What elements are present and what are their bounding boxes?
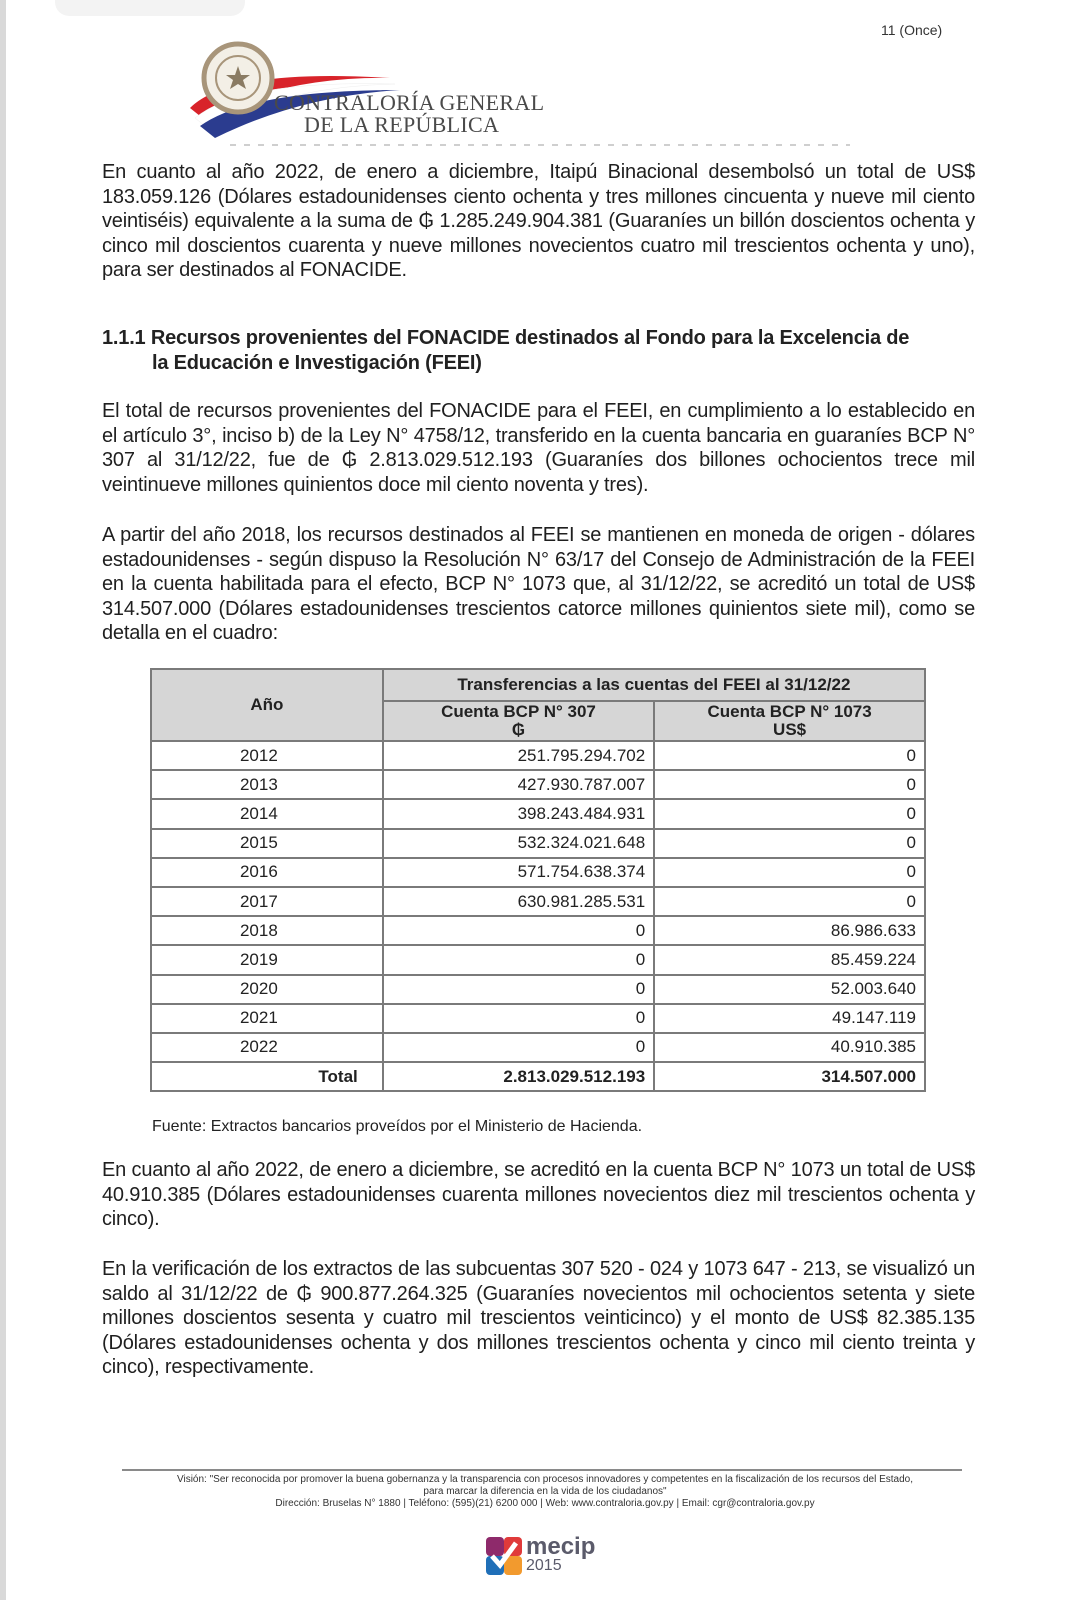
header-account-1073 <box>654 701 925 741</box>
cell-usd: 86.986.633 <box>654 916 925 945</box>
cell-usd: 0 <box>654 887 925 916</box>
cell-usd: 0 <box>654 741 925 770</box>
cell-year: 2015 <box>151 829 383 858</box>
cell-year: 2016 <box>151 858 383 887</box>
cell-total-usd: 314.507.000 <box>654 1062 925 1091</box>
cell-gs: 0 <box>383 1004 654 1033</box>
table-row <box>151 945 925 974</box>
paragraph-subaccounts: En la verificación de los extractos de las subcuentas 307 520 - 024 y 1073 647 - 213, se visualizó un saldo al 31/12/22 de ₲ 900.877.264.325 (Guaraníes novecientos mil ochocientos setenta y siete millones doscientos sesenta y cuatro mil trescientos veinticinco) y el monto de US$ 82.385.135 (Dólares estadounidenses ochenta y dos millones trescientos ochenta y cinco mil ciento treinta y cinco), respectivamente. <box>102 1258 975 1379</box>
cell-usd: 0 <box>654 829 925 858</box>
header-account-1073-unit: US$ <box>773 720 807 739</box>
cell-gs: 630.981.285.531 <box>383 887 654 916</box>
table-row <box>151 799 925 828</box>
mecip-check-icon <box>486 1537 522 1575</box>
cell-usd: 49.147.119 <box>654 1004 925 1033</box>
table-total-row <box>151 1062 925 1091</box>
cell-year: 2018 <box>151 916 383 945</box>
footer-vision-line1: Visión: "Ser reconocida por promover la buena gobernanza y la transparencia con procesos innovadores y competentes en la fiscalización de los recursos del Estado, <box>176 1474 913 1485</box>
cell-usd: 0 <box>654 858 925 887</box>
cell-usd: 52.003.640 <box>654 975 925 1004</box>
header-divider <box>230 144 850 146</box>
table-row <box>151 858 925 887</box>
footer-divider <box>122 1469 962 1471</box>
table-body <box>151 741 925 1091</box>
cell-usd: 85.459.224 <box>654 945 925 974</box>
cell-gs: 0 <box>383 945 654 974</box>
cell-year: 2012 <box>151 741 383 770</box>
cell-gs: 251.795.294.702 <box>383 741 654 770</box>
header-account-307 <box>383 701 654 741</box>
cell-gs: 571.754.638.374 <box>383 858 654 887</box>
paragraph-feei-total: El total de recursos provenientes del FONACIDE para el FEEI, en cumplimiento a lo establecido en el artículo 3°, inciso b) de la Ley N° 4758/12, transferido en la cuenta bancaria en guaraníes BCP N° 307 al 31/12/22, fue de ₲ 2.813.029.512.193 (Guaraníes dos billones ochocientos trece mil veintinueve millones quinientos doce mil ciento noventa y tres). <box>102 400 975 496</box>
cell-gs: 398.243.484.931 <box>383 799 654 828</box>
section-heading <box>102 326 975 375</box>
cell-total-label: Total <box>151 1062 383 1091</box>
section-heading-line1: 1.1.1 Recursos provenientes del FONACIDE destinados al Fondo para la Excelencia de <box>102 327 910 349</box>
mecip-year: 2015 <box>526 1557 562 1574</box>
table-row <box>151 770 925 799</box>
footer-contact: Dirección: Bruselas N° 1880 | Teléfono: (595)(21) 6200 000 | Web: www.contraloria.gov.py | Email: cgr@contraloria.gov.py <box>275 1498 815 1509</box>
paragraph-2022-credit: En cuanto al año 2022, de enero a diciembre, se acreditó en la cuenta BCP N° 1073 un total de US$ 40.910.385 (Dólares estadounidenses cuarenta millones novecientos diez mil trescientos ochenta y cinco). <box>102 1159 975 1231</box>
cell-year: 2021 <box>151 1004 383 1033</box>
org-name-line1: CONTRALORÍA GENERAL <box>274 90 545 115</box>
table-row <box>151 887 925 916</box>
paragraph-itaipu: En cuanto al año 2022, de enero a diciembre, Itaipú Binacional desembolsó un total de US$ 183.059.126 (Dólares estadounidenses ciento ochenta y tres millones cincuenta y nueve mil ciento veintiséis) equivalente a la suma de ₲ 1.285.249.904.381 (Guaraníes un billón doscientos ochenta y cinco mil doscientos cuarenta y nueve millones novecientos cuatro mil trescientos ochenta y uno), para ser destinados al FONACIDE. <box>102 161 975 282</box>
table-row <box>151 916 925 945</box>
cell-year: 2017 <box>151 887 383 916</box>
mecip-word: mecip <box>526 1533 596 1560</box>
header-transfers-group: Transferencias a las cuentas del FEEI al 31/12/22 <box>383 669 925 701</box>
table-row <box>151 1004 925 1033</box>
cell-gs: 0 <box>383 975 654 1004</box>
cell-year: 2013 <box>151 770 383 799</box>
top-tab-shadow <box>55 0 245 16</box>
cell-usd: 0 <box>654 799 925 828</box>
paragraph-feei-2018: A partir del año 2018, los recursos destinados al FEEI se mantienen en moneda de origen - dólares estadounidenses - según dispuso la Resolución N° 63/17 del Consejo de Administración de la FEEI en la cuenta habilitada para el efecto, BCP N° 1073 que, al 31/12/22, se acreditó un total de US$ 314.507.000 (Dólares estadounidenses trescientos catorce millones quinientos siete mil), como se detalla en el cuadro: <box>102 524 975 645</box>
feei-transfers-table <box>150 668 926 1092</box>
cell-year: 2019 <box>151 945 383 974</box>
table-row <box>151 741 925 770</box>
cell-gs: 0 <box>383 1033 654 1062</box>
table-row <box>151 1033 925 1062</box>
cell-gs: 0 <box>383 916 654 945</box>
header-account-1073-label: Cuenta BCP N° 1073 <box>707 702 872 721</box>
table-row <box>151 829 925 858</box>
header-account-307-unit: ₲ <box>511 720 526 739</box>
cell-gs: 427.930.787.007 <box>383 770 654 799</box>
cell-usd: 40.910.385 <box>654 1033 925 1062</box>
section-heading-line2: la Educación e Investigación (FEEI) <box>152 351 482 374</box>
mecip-badge <box>486 1533 606 1579</box>
org-name-line2: DE LA REPÚBLICA <box>304 112 500 137</box>
cell-year: 2014 <box>151 799 383 828</box>
footer-vision-line2: para marcar la diferencia en la vida de los ciudadanos" <box>423 1486 667 1497</box>
cell-total-gs: 2.813.029.512.193 <box>383 1062 654 1091</box>
cell-year: 2020 <box>151 975 383 1004</box>
header-account-307-label: Cuenta BCP N° 307 <box>441 702 596 721</box>
page-number: 11 (Once) <box>881 22 943 38</box>
header-year: Año <box>151 669 383 741</box>
cgr-logo <box>170 38 545 148</box>
table-row <box>151 975 925 1004</box>
cell-gs: 532.324.021.648 <box>383 829 654 858</box>
page-edge <box>0 0 6 1600</box>
cell-year: 2022 <box>151 1033 383 1062</box>
cell-usd: 0 <box>654 770 925 799</box>
table-source-note: Fuente: Extractos bancarios proveídos por el Ministerio de Hacienda. <box>152 1118 643 1135</box>
